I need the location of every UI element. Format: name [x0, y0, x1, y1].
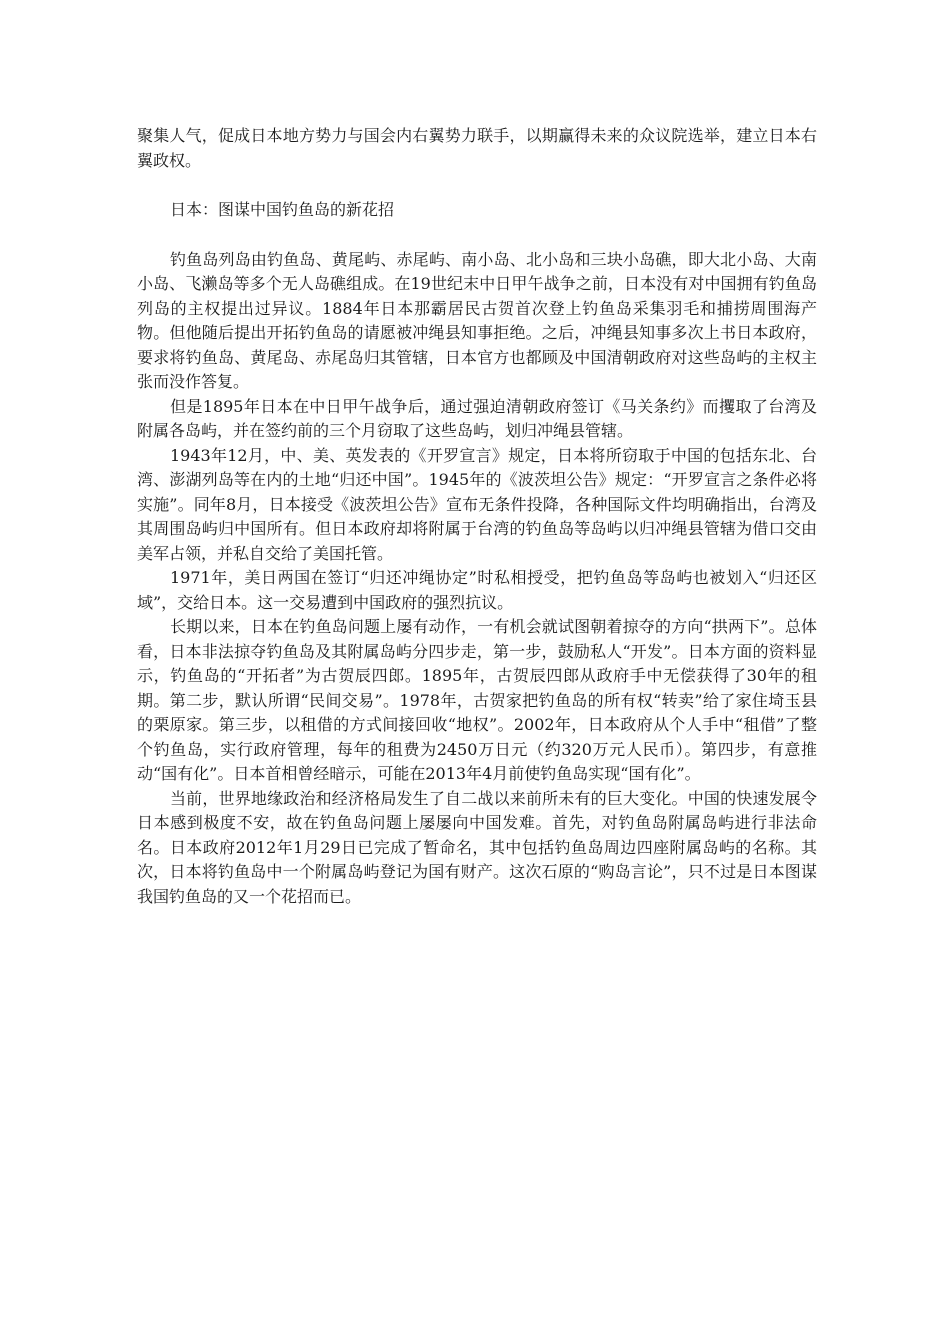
- paragraph-2: 但是1895年日本在中日甲午战争后，通过强迫清朝政府签订《马关条约》而攫取了台湾及附属各岛屿，并在签约前的三个月窃取了这些岛屿，划归冲绳县管辖。: [137, 396, 817, 440]
- spacer: [137, 173, 817, 198]
- paragraph-1: 钓鱼岛列岛由钓鱼岛、黄尾屿、赤尾屿、南小岛、北小岛和三块小岛礁，即大北小岛、大南小岛、飞濑岛等多个无人岛礁组成。在19世纪末中日甲午战争之前，日本没有对中国拥有钓鱼岛列岛的主权提出过异议。1884年日本那霸居民古贺首次登上钓鱼岛采集羽毛和捕捞周围海产物。但他随后提出开拓钓鱼岛的请愿被冲绳县知事拒绝。之后，冲绳县知事多次上书日本政府，要求将钓鱼岛、黄尾岛、赤尾岛归其管辖，日本官方也都顾及中国清朝政府对这些岛屿的主权主张而没作答复。: [137, 249, 817, 391]
- document-body: [137, 124, 817, 909]
- paragraph-4: 1971年，美日两国在签订“归还冲绳协定”时私相授受，把钓鱼岛等岛屿也被划入“归还区域”，交给日本。这一交易遭到中国政府的强烈抗议。: [137, 568, 817, 612]
- spacer: [137, 223, 817, 248]
- paragraph-3: 1943年12月，中、美、英发表的《开罗宣言》规定，日本将所窃取于中国的包括东北、台湾、澎湖列岛等在内的土地“归还中国”。1945年的《波茨坦公告》规定：“开罗宣言之条件必将实施”。同年8月，日本接受《波茨坦公告》宣布无条件投降，各种国际文件均明确指出，台湾及其周围岛屿归中国所有。但日本政府却将附属于台湾的钓鱼岛等岛屿以归冲绳县管辖为借口交由美军占领，并私自交给了美国托管。: [137, 445, 817, 563]
- paragraph-5: 长期以来，日本在钓鱼岛问题上屡有动作，一有机会就试图朝着掠夺的方向“拱两下”。总体看，日本非法掠夺钓鱼岛及其附属岛屿分四步走，第一步，鼓励私人“开发”。日本方面的资料显示，钓鱼岛的“开拓者”为古贺辰四郎。1895年，古贺辰四郎从政府手中无偿获得了30年的租期。第二步，默认所谓“民间交易”。1978年，古贺家把钓鱼岛的所有权“转卖”给了家住埼玉县的栗原家。第三步，以租借的方式间接回收“地权”。2002年，日本政府从个人手中“租借”了整个钓鱼岛，实行政府管理，每年的租费为2450万日元（约320万元人民币）。第四步，有意推动“国有化”。日本首相曾经暗示，可能在2013年4月前使钓鱼岛实现“国有化”。: [137, 617, 817, 783]
- section-title: 日本：图谋中国钓鱼岛的新花招: [170, 200, 395, 219]
- paragraph-6: 当前，世界地缘政治和经济格局发生了自二战以来前所未有的巨大变化。中国的快速发展令日本感到极度不安，故在钓鱼岛问题上屡屡向中国发难。首先，对钓鱼岛附属岛屿进行非法命名。日本政府2012年1月29日已完成了暂命名，其中包括钓鱼岛周边四座附属岛屿的名称。其次，日本将钓鱼岛中一个附属岛屿登记为国有财产。这次石原的“购岛言论”，只不过是日本图谋我国钓鱼岛的又一个花招而已。: [137, 788, 817, 906]
- lead-paragraph: 聚集人气，促成日本地方势力与国会内右翼势力联手，以期赢得未来的众议院选举，建立日本右翼政权。: [137, 126, 817, 170]
